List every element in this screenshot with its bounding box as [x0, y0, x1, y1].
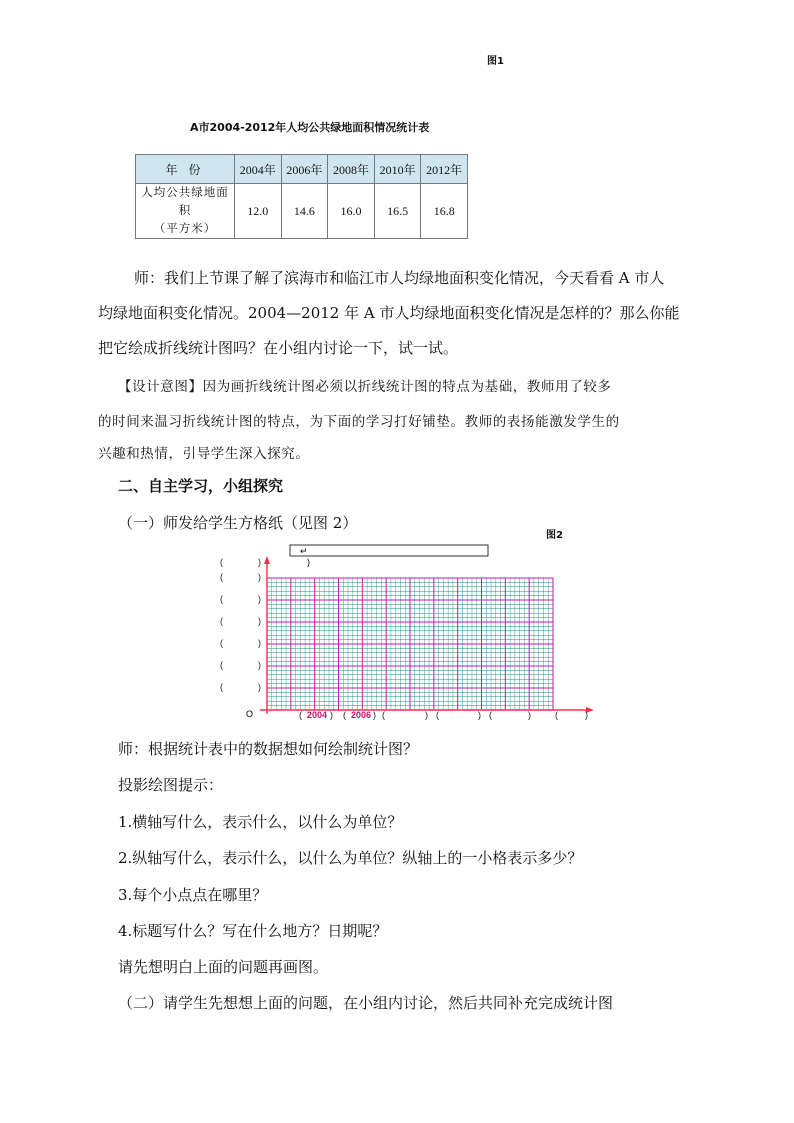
- teacher-para-line2: 均绿地面积变化情况。2004—2012 年 A 市人均绿地面积变化情况是怎样的？那么你能: [98, 304, 680, 322]
- table-value-cell: 14.6: [281, 184, 328, 239]
- table-row-label: [136, 184, 235, 239]
- table-year-cell: 2008年: [328, 155, 375, 184]
- svg-text:): ): [258, 638, 261, 648]
- svg-text:): ): [258, 572, 261, 582]
- svg-text:): ): [258, 557, 261, 567]
- x-bracket-2: (: [343, 710, 346, 720]
- sub-section-1: （一）师发给学生方格纸（见图 2）: [118, 514, 358, 532]
- svg-text:): ): [478, 710, 481, 720]
- hint-item: 4.标题写什么？写在什么地方？日期呢？: [118, 922, 388, 940]
- teacher-para-line1: 师：我们上节课了解了滨海市和临江市人均绿地面积变化情况，今天看看 A 市人: [134, 269, 665, 287]
- table-value-cell: 16.0: [328, 184, 375, 239]
- hint-title: 投影绘图提示：: [118, 776, 224, 794]
- table-year-cell: 2006年: [281, 155, 328, 184]
- svg-text:(: (: [220, 660, 223, 670]
- table-value-row: [136, 184, 468, 239]
- svg-text:(: (: [436, 710, 439, 720]
- origin-label: O: [246, 709, 254, 719]
- row-label-line1: 人均公共绿地面积: [141, 187, 229, 217]
- table-value-cell: 16.5: [374, 184, 421, 239]
- table-value-cell: 16.8: [421, 184, 468, 239]
- design-intent-line3: 兴趣和热情，引导学生深入探究。: [98, 446, 310, 462]
- svg-text:(: (: [220, 557, 223, 567]
- x-bracket-1: (: [299, 710, 302, 720]
- table-year-cell: 2004年: [235, 155, 282, 184]
- teacher-para-line3: 把它绘成折线统计图吗？在小组内讨论一下，试一试。: [98, 339, 459, 357]
- figure-1-label: 图1: [487, 56, 504, 67]
- x-label-2006: 2006: [351, 710, 372, 720]
- title-bracket: ): [307, 557, 310, 567]
- design-intent-line2: 的时间来温习折线统计图的特点，为下面的学习打好铺垫。教师的表扬能激发学生的: [98, 414, 620, 430]
- svg-text:): ): [258, 682, 261, 692]
- statistics-table: [135, 154, 468, 239]
- svg-text:(: (: [220, 594, 223, 604]
- x-axis-label-brackets: [382, 710, 588, 720]
- svg-text:(: (: [220, 682, 223, 692]
- table-year-cell: 2010年: [374, 155, 421, 184]
- design-intent-line1: 【设计意图】因为画折线统计图必须以折线统计图的特点为基础，教师用了较多: [118, 379, 612, 395]
- table-title: A市2004-2012年人均公共绿地面积情况统计表: [190, 121, 430, 134]
- table-header-label: 年 份: [136, 155, 235, 184]
- svg-text:(: (: [489, 710, 492, 720]
- svg-text:): ): [258, 660, 261, 670]
- sub-section-2: （二）请学生先想想上面的问题，在小组内讨论，然后共同补充完成统计图: [118, 994, 614, 1012]
- question-intro: 师：根据统计表中的数据想如何绘制统计图？: [118, 740, 419, 758]
- think-first: 请先想明白上面的问题再画图。: [118, 958, 329, 976]
- x-label-2004: 2004: [307, 710, 328, 720]
- svg-text:(: (: [220, 572, 223, 582]
- svg-text:(: (: [382, 710, 385, 720]
- section-2-title: 二、自主学习，小组探究: [118, 477, 284, 495]
- hint-item: 3.每个小点点在哪里？: [118, 886, 268, 904]
- title-box-mark: ↵: [300, 546, 308, 556]
- svg-text:(: (: [220, 616, 223, 626]
- hint-item: 1.横轴写什么，表示什么，以什么为单位？: [118, 813, 403, 831]
- chart-title-box: [290, 545, 488, 556]
- grid-paper-figure: [210, 540, 610, 730]
- table-year-cell: 2012年: [421, 155, 468, 184]
- x-bracket-2-close: ): [373, 710, 376, 720]
- svg-text:): ): [528, 710, 531, 720]
- table-header-row: [136, 155, 468, 184]
- y-axis-label-brackets: [220, 557, 261, 692]
- y-axis-arrow-icon: [264, 556, 270, 564]
- svg-text:): ): [258, 594, 261, 604]
- x-bracket-1-close: ): [330, 710, 333, 720]
- row-label-line2: （平方米）: [153, 223, 217, 235]
- svg-text:): ): [585, 710, 588, 720]
- svg-text:(: (: [555, 710, 558, 720]
- figure-2-label: 图2: [546, 530, 563, 541]
- svg-text:): ): [258, 616, 261, 626]
- table-value-cell: 12.0: [235, 184, 282, 239]
- hint-item: 2.纵轴写什么，表示什么，以什么为单位？纵轴上的一小格表示多少？: [118, 849, 583, 867]
- svg-text:(: (: [220, 638, 223, 648]
- svg-text:): ): [425, 710, 428, 720]
